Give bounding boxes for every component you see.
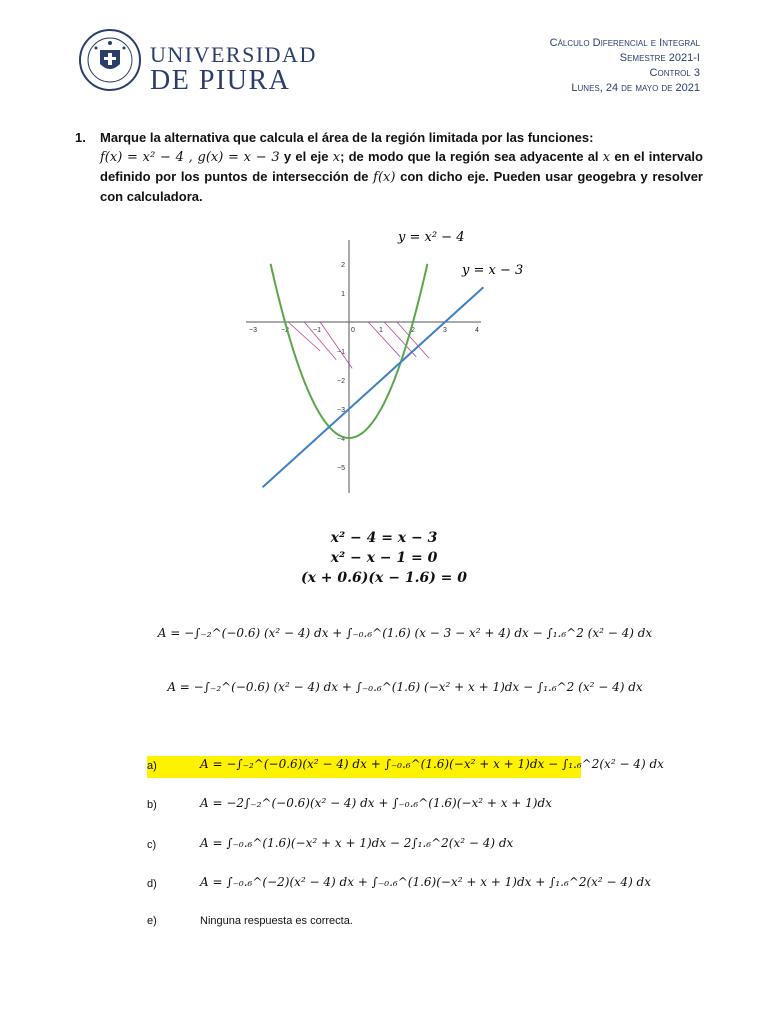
x-tick-label: 4 <box>475 327 479 334</box>
x-axis-ticks <box>249 327 479 334</box>
hatch-line <box>368 322 400 357</box>
area-expression-2: A = −∫₋₂^(−0.6) (x² − 4) dx + ∫₋₀.₆^(1.6) (−x² + x + 1)dx − ∫₁.₆^2 (x² − 4) dx <box>167 680 643 694</box>
area-expression-1: A = −∫₋₂^(−0.6) (x² − 4) dx + ∫₋₀.₆^(1.6) (x − 3 − x² + 4) dx − ∫₁.₆^2 (x² − 4) dx <box>157 626 653 640</box>
y-tick-label: 1 <box>341 291 345 298</box>
function-f-ref: f(x) <box>373 170 396 185</box>
university-seal-logo <box>78 28 142 92</box>
x-tick-label: 3 <box>443 327 447 334</box>
course-title: Cálculo Diferencial e Integral <box>549 37 700 49</box>
y-tick-label: −4 <box>337 436 345 443</box>
option-text: A = ∫₋₀.₆^(−2)(x² − 4) dx + ∫₋₀.₆^(1.6)(−x² + x + 1)dx + ∫₁.₆^2(x² − 4) dx <box>200 875 652 889</box>
y-tick-label: −5 <box>337 465 345 472</box>
question-1 <box>75 128 703 206</box>
y-tick-label: −2 <box>337 378 345 385</box>
question-text-d: con dicho eje. Pueden usar geogebra y resolver con calculadora. <box>100 169 703 204</box>
document-header <box>550 36 700 96</box>
question-number: 1. <box>75 130 86 145</box>
region-hatching <box>288 322 429 368</box>
x-tick-label: 2 <box>411 327 415 334</box>
option-text: A = −∫₋₂^(−0.6)(x² − 4) dx + ∫₋₀.₆^(1.6)(−x² + x + 1)dx − ∫₁.₆^2(x² − 4) dx <box>200 757 664 771</box>
parabola-label: y = x² − 4 <box>398 230 465 245</box>
hatch-line <box>320 322 352 368</box>
definition-separator: , <box>183 150 198 165</box>
option-text: Ninguna respuesta es correcta. <box>200 915 353 927</box>
question-text-a: y el eje <box>279 149 333 164</box>
question-stem: Marque la alternativa que calcula el área de la región limitada por las funciones: <box>100 130 594 145</box>
exam-date: Lunes, 24 de mayo de 2021 <box>571 82 700 94</box>
y-tick-label: −1 <box>337 349 345 356</box>
x-tick-label: −2 <box>281 327 289 334</box>
function-g-definition: g(x) = x − 3 <box>197 150 280 165</box>
option-label: a) <box>147 760 157 772</box>
option-d[interactable] <box>147 874 707 896</box>
exam-label: Control 3 <box>649 67 700 79</box>
line-label: y = x − 3 <box>462 263 524 278</box>
y-tick-label: 2 <box>341 262 345 269</box>
option-a[interactable] <box>147 756 664 778</box>
option-text: A = ∫₋₀.₆^(1.6)(−x² + x + 1)dx − 2∫₁.₆^2(x² − 4) dx <box>200 836 514 850</box>
x-tick-label: 0 <box>351 327 355 334</box>
x-tick-label: −3 <box>249 327 257 334</box>
variable-x: x <box>602 150 611 165</box>
option-e[interactable] <box>147 911 707 933</box>
option-label: b) <box>147 799 157 811</box>
option-label: d) <box>147 878 157 890</box>
option-c[interactable] <box>147 835 707 857</box>
equation-1: x² − 4 = x − 3 <box>330 530 438 546</box>
x-tick-label: 1 <box>379 327 383 334</box>
variable-x: x <box>332 150 341 165</box>
question-text-c: en el intervalo definido por los puntos de intersección de <box>100 149 703 184</box>
option-text: A = −2∫₋₂^(−0.6)(x² − 4) dx + ∫₋₀.₆^(1.6)(−x² + x + 1)dx <box>200 796 552 810</box>
function-f-definition: f(x) = x² − 4 <box>100 150 184 165</box>
x-tick-label: −1 <box>313 327 321 334</box>
question-text-b: ; de modo que la región sea adyacente al <box>340 149 603 164</box>
university-name-line1: UNIVERSIDAD <box>150 42 317 67</box>
semester-label: Semestre 2021-I <box>619 52 700 64</box>
equation-3: (x + 0.6)(x − 1.6) = 0 <box>300 570 468 586</box>
solution-equations <box>0 528 768 588</box>
option-b[interactable] <box>147 795 707 817</box>
university-name <box>150 44 317 95</box>
university-name-line2: DE PIURA <box>150 65 291 96</box>
option-label: c) <box>147 839 157 851</box>
y-axis-ticks <box>337 262 345 472</box>
line-curve <box>263 287 484 487</box>
option-label: e) <box>147 915 157 927</box>
equation-2: x² − x − 1 = 0 <box>330 550 438 566</box>
y-tick-label: −3 <box>337 407 345 414</box>
function-graph <box>236 225 536 500</box>
question-body <box>100 147 703 206</box>
